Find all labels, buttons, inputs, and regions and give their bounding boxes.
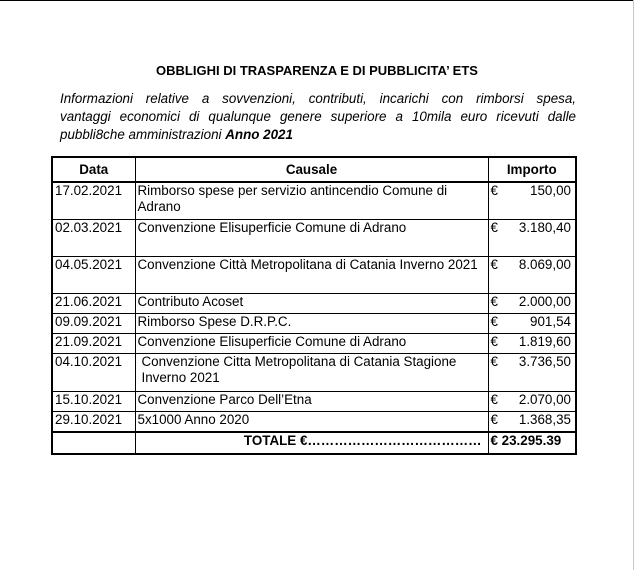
intro-paragraph — [60, 90, 576, 144]
table-row — [52, 354, 576, 392]
cell-amount — [488, 334, 576, 354]
cell-date: 21.09.2021 — [52, 334, 135, 354]
cell-cause: Convenzione Elisuperficie Comune di Adrano — [135, 334, 488, 354]
cell-amount — [488, 314, 576, 334]
top-border-line — [0, 0, 634, 1]
currency-symbol: € — [490, 392, 498, 407]
cell-cause: Convenzione Città Metropolitana di Catania Inverno 2021 — [135, 257, 488, 294]
currency-symbol: € — [490, 257, 498, 272]
cell-amount — [488, 220, 576, 257]
table-row — [52, 220, 576, 257]
header-date: Data — [52, 157, 135, 182]
page-title: OBBLIGHI DI TRASPARENZA E DI PUBBLICITA’ ETS — [156, 63, 478, 78]
amount-value: 2.000,00 — [518, 294, 571, 309]
cell-cause: 5x1000 Anno 2020 — [135, 412, 488, 433]
intro-line-2: vantaggi economici di qualunque genere superiore a 10mila euro ricevuti dalle — [60, 109, 576, 124]
cell-amount — [488, 412, 576, 433]
cell-cause: Convenzione Elisuperficie Comune di Adrano — [135, 220, 488, 257]
grants-table — [51, 156, 577, 455]
cell-date: 04.10.2021 — [52, 354, 135, 392]
cell-amount — [488, 392, 576, 412]
currency-symbol: € — [490, 412, 498, 427]
cell-cause: Contributo Acoset — [135, 294, 488, 314]
total-label: TOTALE €………………………………… — [135, 432, 488, 454]
intro-line-1: Informazioni relative a sovvenzioni, contributi, incarichi con rimborsi spesa, — [60, 91, 576, 106]
cell-date: 15.10.2021 — [52, 392, 135, 412]
table-row — [52, 314, 576, 334]
amount-value: 1.368,35 — [518, 412, 571, 427]
table-row — [52, 182, 576, 220]
table-row — [52, 334, 576, 354]
total-row — [52, 432, 576, 454]
amount-value: 3.736,50 — [518, 354, 571, 369]
table-row — [52, 257, 576, 294]
cell-cause: Convenzione Parco Dell’Etna — [135, 392, 488, 412]
table-row — [52, 294, 576, 314]
cell-date: 09.09.2021 — [52, 314, 135, 334]
header-amount: Importo — [488, 157, 576, 182]
cell-amount — [488, 257, 576, 294]
amount-value: 2.070,00 — [518, 392, 571, 407]
total-empty-cell — [52, 432, 135, 454]
intro-line-3 — [60, 126, 576, 144]
table-header-row — [52, 157, 576, 182]
amount-value: 3.180,40 — [518, 220, 571, 235]
currency-symbol: € — [490, 220, 498, 235]
table-row — [52, 392, 576, 412]
currency-symbol: € — [490, 334, 498, 349]
header-cause: Causale — [135, 157, 488, 182]
cell-amount — [488, 354, 576, 392]
amount-value: 8.069,00 — [518, 257, 571, 272]
currency-symbol: € — [490, 314, 498, 329]
cell-cause: Convenzione Citta Metropolitana di Catania Stagione Inverno 2021 — [135, 354, 488, 392]
cell-date: 04.05.2021 — [52, 257, 135, 294]
intro-year: Anno 2021 — [225, 127, 293, 142]
cell-date: 17.02.2021 — [52, 182, 135, 220]
amount-value: 901,54 — [530, 314, 571, 329]
cell-date: 02.03.2021 — [52, 220, 135, 257]
cell-amount — [488, 182, 576, 220]
cell-amount — [488, 294, 576, 314]
cell-cause: Rimborso Spese D.R.P.C. — [135, 314, 488, 334]
cell-date: 29.10.2021 — [52, 412, 135, 433]
cell-cause: Rimborso spese per servizio antincendio Comune di Adrano — [135, 182, 488, 220]
currency-symbol: € — [490, 354, 498, 369]
amount-value: 1.819,60 — [518, 334, 571, 349]
currency-symbol: € — [490, 294, 498, 309]
currency-symbol: € — [490, 183, 498, 198]
cell-date: 21.06.2021 — [52, 294, 135, 314]
table-row — [52, 412, 576, 433]
intro-line-3-text: pubbli8che amministrazioni — [60, 127, 226, 142]
total-value: € 23.295.39 — [488, 432, 576, 454]
amount-value: 150,00 — [530, 183, 571, 198]
